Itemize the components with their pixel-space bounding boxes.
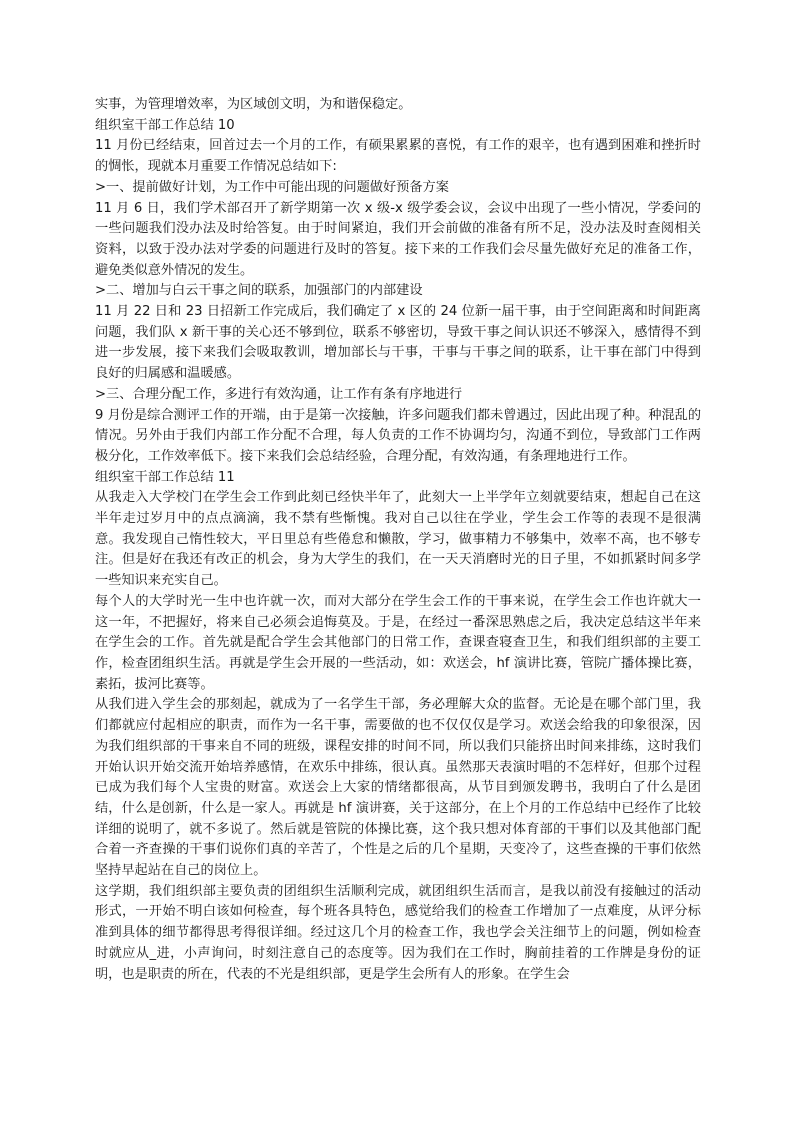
document-body [95, 95, 701, 985]
subheading-3: >三、合理分配工作，多进行有效沟通，让工作有条有序地进行 [95, 386, 463, 402]
paragraph: 这学期，我们组织部主要负责的团组织生活顺利完成，就团组织生活而言，是我以前没有接触过的活动形式，一开始不明白该如何检查，每个班各具特色，感觉给我们的检查工作增加了一点难度，从评分标准到具体的细节都得思考得很详细。经过这几个月的检查工作，我也学会关注细节上的问题，例如检查时就应从_进，小声询问，时刻注意自己的态度等。因为我们在工作时，胸前挂着的工作牌是身份的证明，也是职责的所在，代表的不光是组织部，更是学生会所有人的形象。在学生会 [95, 883, 701, 982]
paragraph: 9 月份是综合测评工作的开端，由于是第一次接触，许多问题我们都未曾遇过，因此出现了种。种混乱的情况。另外由于我们内部工作分配不合理，每人负责的工作不协调均匀，沟通不到位，导致部门工作两极分化，工作效率低下。接下来我们会总结经验，合理分配，有效沟通，有条理地进行工作。 [95, 407, 702, 464]
paragraph: 从我们进入学生会的那刻起，就成为了一名学生干部，务必理解大众的监督。无论是在哪个部门里，我们都就应付起相应的职责，而作为一名干事，需要做的也不仅仅仅是学习。欢送会给我的印象很深，因为我们组织部的干事来自不同的班级，课程安排的时间不同，所以我们只能挤出时间来排练，这时我们开始认识开始交流开始培养感情，在欢乐中排练，很认真。虽然那天表演时唱的不怎样好，但那个过程已成为我们每个人宝贵的财富。欢送会上大家的情绪都很高，从节目到颁发聘书，我明白了什么是团结，什么是创新，什么是一家人。再就是 hf 演讲赛，关于这部分，在上个月的工作总结中已经作了比较详细的说明了，就不多说了。然后就是管院的体操比赛，这个我只想对体育部的干事们以及其他部门配合着一齐查操的干事们说你们真的辛苦了，个性是之后的几个星期，天变冷了，这些查操的干事们依然坚持早起站在自己的岗位上。 [95, 697, 701, 879]
subheading-1: >一、提前做好计划，为工作中可能出现的问题做好预备方案 [95, 179, 449, 195]
paragraph: 11 月 6 日，我们学术部召开了新学期第一次 x 级-x 级学委会议，会议中出现了一些小情况，学委问的一些问题我们没办法及时给答复。由于时间紧迫，我们开会前做的准备有所不足，没办法及时查阅相关资料，以致于没办法对学委的问题进行及时的答复。接下来的工作我们会尽量先做好充足的准备工作，避免类似意外情况的发生。 [95, 200, 701, 278]
paragraph-intro: 11 月份已经结束，回首过去一个月的工作，有硕果累累的喜悦，有工作的艰辛，也有遇到困难和挫折时的惆怅，现就本月重要工作情况总结如下: [95, 138, 701, 175]
section-heading-10: 组织室干部工作总结 10 [95, 117, 235, 133]
subheading-2: >二、增加与白云干事之间的联系，加强部门的内部建设 [95, 283, 423, 299]
paragraph: 从我走入大学校门在学生会工作到此刻已经快半年了，此刻大一上半学年立刻就要结束，想起自己在这半年走过岁月中的点点滴滴，我不禁有些惭愧。我对自己以往在学业，学生会工作等的表现不是很满意。我发现自己惰性较大，平日里总有些倦怠和懒散，学习，做事精力不够集中，效率不高，也不够专注。但是好在我还有改正的机会，身为大学生的我们，在一天天消磨时光的日子里，不如抓紧时间多学一些知识来充实自己。 [95, 490, 701, 589]
section-heading-11: 组织室干部工作总结 11 [95, 469, 235, 485]
paragraph: 每个人的大学时光一生中也许就一次，而对大部分在学生会工作的干事来说，在学生会工作也许就大一这一年，不把握好，将来自己必须会追悔莫及。于是，在经过一番深思熟虑之后，我决定总结这半年来在学生会的工作。首先就是配合学生会其他部门的日常工作，查课查寝查卫生，和我们组织部的主要工作，检查团组织生活。再就是学生会开展的一些活动，如：欢送会，hf 演讲比赛，管院广播体操比赛，素拓，拔河比赛等。 [95, 593, 701, 692]
paragraph: 11 月 22 日和 23 日招新工作完成后，我们确定了 x 区的 24 位新一届干事，由于空间距离和时间距离问题，我们队 x 新干事的关心还不够到位，联系不够密切，导致干事之间认识还不够深入，感情得不到进一步发展，接下来我们会吸取教训，增加部长与干事，干事与干事之间的联系，让干事在部门中得到良好的归属感和温暖感。 [95, 304, 701, 382]
paragraph-continuation: 实事，为管理增效率，为区域创文明，为和谐保稳定。 [95, 97, 412, 112]
